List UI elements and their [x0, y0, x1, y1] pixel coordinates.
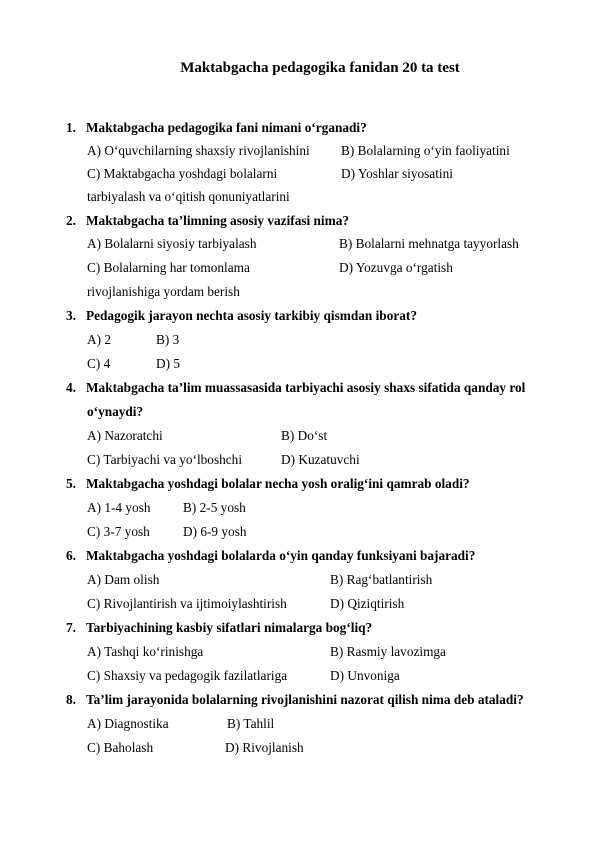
question-1 [66, 120, 367, 136]
option-b: B) Bolalarni mehnatga tayyorlash [339, 236, 519, 251]
option-c-continuation: rivojlanishiga yordam berish [87, 284, 240, 299]
option-d: D) 6-9 yosh [183, 524, 247, 539]
question-number: 1. [66, 120, 76, 135]
option-c: C) 3-7 yosh [87, 524, 150, 539]
option-a: A) Dam olish [87, 572, 160, 587]
option-b: B) Bolalarning o‘yin faoliyatini [341, 143, 510, 158]
option-a: A) 1-4 yosh [87, 500, 151, 515]
question-number: 3. [66, 308, 76, 323]
option-c: C) Tarbiyachi va yo‘lboshchi [87, 452, 243, 467]
option-a: A) Diagnostika [87, 716, 169, 731]
option-d: D) 5 [156, 356, 181, 371]
option-c: C) Bolalarning har tomonlama [87, 260, 250, 275]
option-a: A) Bolalarni siyosiy tarbiyalash [87, 236, 257, 251]
question-text: Maktabgacha yoshdagi bolalar necha yosh oralig‘ini qamrab oladi? [86, 476, 470, 491]
question-number: 4. [66, 380, 76, 395]
option-a: A) O‘quvchilarning shaxsiy rivojlanishini [87, 143, 310, 158]
page-title: Maktabgacha pedagogika fanidan 20 ta test [180, 60, 460, 76]
question-2 [66, 213, 349, 229]
question-number: 8. [66, 692, 76, 707]
option-d: D) Unvoniga [330, 668, 400, 683]
question-text: Maktabgacha ta’lim muassasasida tarbiyachi asosiy shaxs sifatida qanday rol [86, 380, 526, 395]
question-3 [66, 308, 417, 324]
question-text: Tarbiyachining kasbiy sifatlari nimalarga bog‘liq? [86, 620, 373, 635]
option-d: D) Kuzatuvchi [281, 452, 360, 467]
option-c: C) Maktabgacha yoshdagi bolalarni [87, 166, 278, 181]
option-b: B) Do‘st [281, 428, 328, 443]
question-7 [66, 620, 372, 636]
option-c: C) 4 [87, 356, 111, 371]
option-c: C) Baholash [87, 740, 154, 755]
question-text: Maktabgacha pedagogika fani nimani o‘rganadi? [86, 120, 367, 135]
question-4 [66, 380, 525, 396]
option-c: C) Rivojlantirish va ijtimoiylashtirish [87, 596, 287, 611]
option-b: B) 3 [156, 332, 180, 347]
option-b: B) Tahlil [227, 716, 275, 731]
option-d: D) Yoshlar siyosatini [341, 166, 453, 181]
question-number: 2. [66, 213, 76, 228]
option-b: B) 2-5 yosh [183, 500, 246, 515]
option-c-continuation: tarbiyalash va o‘qitish qonuniyatlarini [87, 189, 290, 204]
option-d: D) Qiziqtirish [330, 596, 405, 611]
option-d: D) Yozuvga o‘rgatish [339, 260, 453, 275]
option-b: B) Rag‘batlantirish [330, 572, 433, 587]
option-a: A) 2 [87, 332, 112, 347]
question-text: Ta’lim jarayonida bolalarning rivojlanishini nazorat qilish nima deb ataladi? [86, 692, 524, 707]
question-number: 7. [66, 620, 76, 635]
question-text: Pedagogik jarayon nechta asosiy tarkibiy qismdan iborat? [86, 308, 417, 323]
question-8 [66, 692, 524, 708]
question-6 [66, 548, 475, 564]
question-number: 6. [66, 548, 76, 563]
question-text-continuation: o‘ynaydi? [87, 404, 144, 419]
option-d: D) Rivojlanish [225, 740, 304, 755]
option-c: C) Shaxsiy va pedagogik fazilatlariga [87, 668, 288, 683]
option-a: A) Nazoratchi [87, 428, 163, 443]
option-a: A) Tashqi ko‘rinishga [87, 644, 204, 659]
question-text: Maktabgacha ta’limning asosiy vazifasi nima? [86, 213, 349, 228]
question-text: Maktabgacha yoshdagi bolalarda o‘yin qanday funksiyani bajaradi? [86, 548, 476, 563]
question-number: 5. [66, 476, 76, 491]
question-5 [66, 476, 470, 492]
option-b: B) Rasmiy lavozimga [330, 644, 446, 659]
